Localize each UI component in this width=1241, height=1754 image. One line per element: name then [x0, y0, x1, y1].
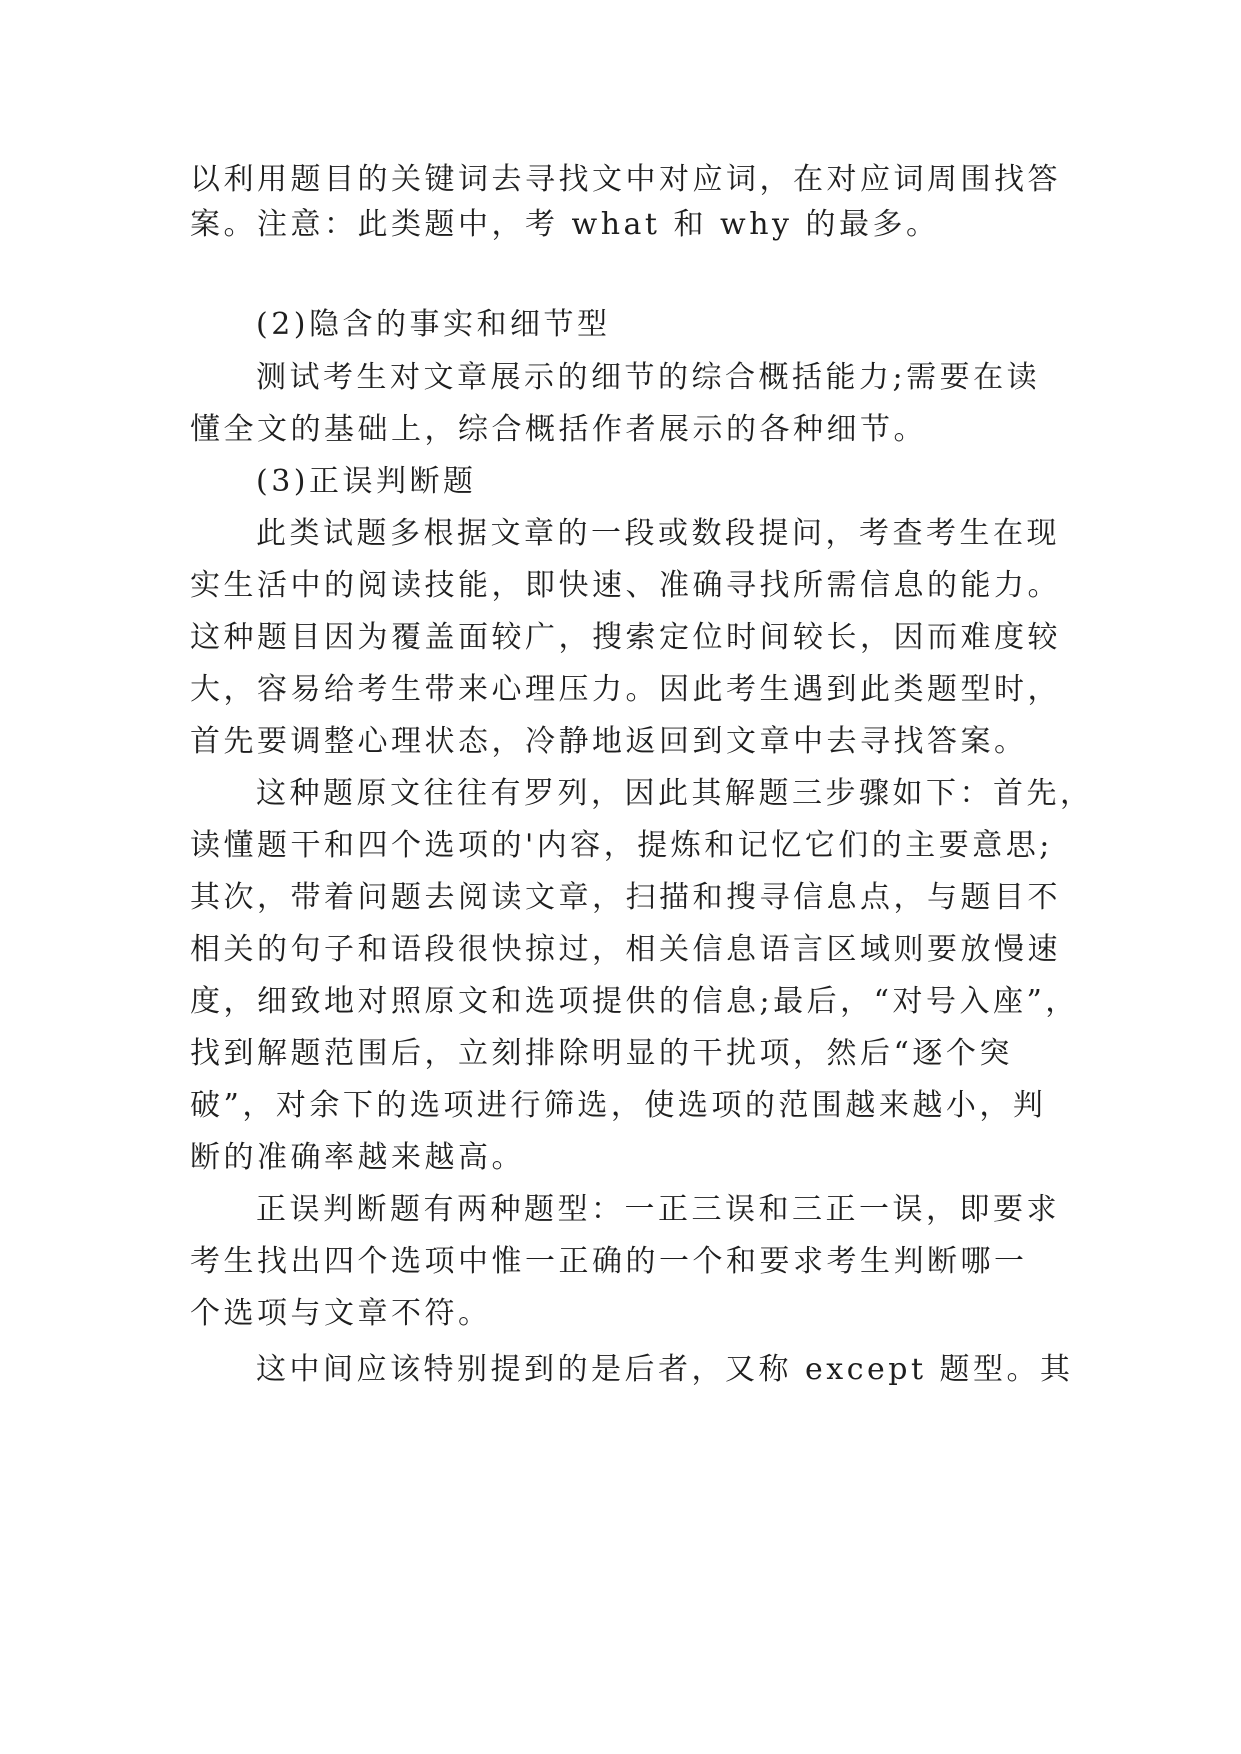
- section-heading: (3)正误判断题: [256, 464, 477, 499]
- text-line: 以利用题目的关键词去寻找文中对应词，在对应词周围找答: [190, 162, 1061, 197]
- text-line: 这种题目因为覆盖面较广，搜索定位时间较长，因而难度较: [190, 620, 1061, 655]
- text-line: 实生活中的阅读技能，即快速、准确寻找所需信息的能力。: [190, 568, 1061, 603]
- text-line: 这种题原文往往有罗列，因此其解题三步骤如下：首先，: [256, 776, 1094, 811]
- text-line: 破”，对余下的选项进行筛选，使选项的范围越来越小，判: [190, 1088, 1047, 1123]
- text-line: 其次，带着问题去阅读文章，扫描和搜寻信息点，与题目不: [190, 880, 1061, 915]
- text-line: 相关的句子和语段很快掠过，相关信息语言区域则要放慢速: [190, 932, 1061, 967]
- text-line: 个选项与文章不符。: [190, 1296, 492, 1331]
- text-line: 测试考生对文章展示的细节的综合概括能力;需要在读: [256, 360, 1041, 395]
- text-line: 正误判断题有两种题型：一正三误和三正一误，即要求: [256, 1192, 1060, 1227]
- text-line: 找到解题范围后，立刻排除明显的干扰项，然后“逐个突: [190, 1036, 1013, 1071]
- text-line: 案。注意：此类题中，考 what 和 why 的最多。: [190, 207, 940, 242]
- text-line: 大，容易给考生带来心理压力。因此考生遇到此类题型时，: [190, 672, 1061, 707]
- text-line: 读懂题干和四个选项的'内容，提炼和记忆它们的主要意思;: [190, 828, 1053, 863]
- text-line: 懂全文的基础上，综合概括作者展示的各种细节。: [190, 412, 927, 447]
- text-line: 此类试题多根据文章的一段或数段提问，考查考生在现: [256, 516, 1060, 551]
- text-line: 度，细致地对照原文和选项提供的信息;最后，“对号入座”，: [190, 984, 1079, 1019]
- text-line: 断的准确率越来越高。: [190, 1140, 525, 1175]
- section-heading: (2)隐含的事实和细节型: [256, 307, 611, 342]
- text-line: 考生找出四个选项中惟一正确的一个和要求考生判断哪一: [190, 1244, 1028, 1279]
- text-line: 这中间应该特别提到的是后者，又称 except 题型。其: [256, 1352, 1074, 1387]
- text-line: 首先要调整心理状态，冷静地返回到文章中去寻找答案。: [190, 724, 1028, 759]
